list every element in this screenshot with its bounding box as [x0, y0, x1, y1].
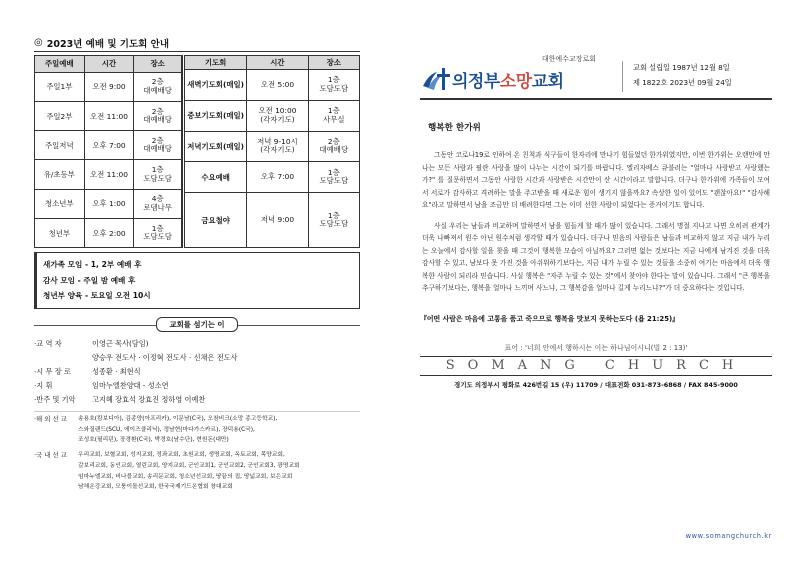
prayer-name: 새벽기도회(매일) [184, 70, 247, 101]
staff-value: 양승우 전도사 · 이정혁 전도사 · 신채은 전도사 [92, 352, 238, 362]
foreign-missions [34, 414, 360, 446]
domestic-missions [34, 450, 360, 493]
prayer-time: 오전 10:00 (각자기도) [247, 100, 308, 131]
worship-table [34, 55, 182, 248]
prayer-place: 2층 대예배당 [308, 131, 359, 162]
article-body [420, 149, 772, 295]
table-row [35, 218, 182, 247]
missions-list [34, 411, 360, 493]
table-row [35, 131, 182, 160]
service-place: 2층 대예배당 [134, 101, 182, 130]
table-row [35, 189, 182, 218]
service-name: 청년부 [35, 218, 85, 247]
prayer-place: 1층 사무실 [308, 100, 359, 131]
table-row [184, 100, 360, 131]
service-name: 청소년부 [35, 189, 85, 218]
prayer-time: 오후 7:00 [247, 162, 308, 193]
mission-line: 조성호(필리핀), 장경환(C국), 박경호(남수단), 현원돈(대만) [78, 437, 229, 444]
list-item [34, 393, 360, 407]
staff-value: 성종환 · 최현식 [92, 366, 141, 376]
mission-line: 우리교회, 보혈교회, 성지교회, 정좌교회, 초원교회, 생명교회, 옥토교회, 목양교회, [78, 452, 285, 459]
mission-line: 임마누엘교회, 비나블교회, 송리문교회, 청소년선교회, 땅끝의 집, 땅넓교회, 보은교회 [78, 473, 293, 480]
left-column [34, 34, 360, 493]
table-row [184, 162, 360, 193]
table-header: 주일예배 [35, 56, 85, 73]
church-logo [420, 54, 616, 92]
table-row [35, 160, 182, 189]
staff-value: 이영근 목사(담임) [92, 338, 149, 348]
article-paragraph: 사실 우리는 남들과 비교하며 말하면서 남을 힘들게 할 때가 많이 있습니다. 그래서 명절 지나고 나면 오히려 관계가 더욱 나빠져서 원수 아닌 원수처럼 생각할 때가 있습니다. 더구나 믿음의 사람들은 남들과 비교하지 않고 지금 내가 누리는 오늘에서 감사할 일을 찾을 때 그것이 행복한 모습이 아닐까요? 그러면 없는 것보다는 지금 나에게 남겨진 것을 더욱 감사할 수 있고, 남보다 못 가진 것을 아쉬워하기보다는, 지금 내가 누릴 수 있는 것들을 소중히 여기는 마음에서 더욱 행복한 사람이 되리라 믿습니다. 사실 행복은 "자주 누릴 수 있는 것"에서 찾아야 한다는 말이 있습니다. 그래서 "큰 행복을 추구하기보다는, 행복을 얼마나 느끼며 사느냐, 그 행복감을 얼마나 길게 누리느냐?"가 더 중요하다는 것입니다. [422, 221, 770, 293]
table-header: 장소 [308, 56, 359, 70]
staff-label [34, 351, 92, 365]
staff-heading [34, 317, 360, 333]
mission-line: 송용호(캄보디아), 김종양(아프리카), 이문남(C국), 오참비크(소망 종고등학교), [78, 416, 278, 423]
table-header-row [35, 56, 182, 73]
service-time: 오전 11:00 [84, 160, 134, 189]
service-place: 4층 로뎀나무 [134, 189, 182, 218]
header-divider [420, 98, 772, 100]
service-time: 오후 2:00 [84, 218, 134, 247]
church-motto: 표어 : '너희 안에서 행하시는 이는 하나님이시니(빌 2 : 13)' [504, 343, 688, 352]
prayer-place: 1층 도담도담 [308, 162, 359, 193]
schedule-tables [34, 55, 360, 248]
meeting-notes [34, 252, 360, 309]
staff-label: ·지 휘 [34, 380, 53, 390]
bulletin-meta [622, 61, 772, 92]
service-name: 주일1부 [35, 72, 85, 101]
service-name: 주일저녁 [35, 131, 85, 160]
service-place: 1층 도담도담 [134, 218, 182, 247]
note-line: 감사 모임 - 주일 밤 예배 후 [43, 275, 136, 285]
prayer-time: 저녁 9:00 [247, 193, 308, 248]
schedule-title: 2023년 예배 및 기도회 안내 [46, 38, 169, 50]
prayer-name: 중보기도회(매일) [184, 100, 247, 131]
prayer-place: 1층 도담도담 [308, 193, 359, 248]
prayer-table [182, 55, 360, 248]
table-row [184, 131, 360, 162]
right-column [420, 34, 772, 389]
table-row [35, 72, 182, 101]
table-header: 시간 [247, 56, 308, 70]
service-place: 1층 도담도담 [134, 160, 182, 189]
scripture-quote: 『어떤 사람은 마음에 고통을 품고 죽으므로 행복을 맛보지 못하는도다 (욥 21:25)』 [420, 314, 680, 323]
mission-line: 갈보리교회, 동인교회, 열린교회, 양지교회, 군인교회1, 군인교회2, 군인교회3, 광명교회 [78, 462, 300, 469]
list-item [34, 337, 360, 351]
table-header: 기도회 [184, 56, 247, 70]
prayer-time: 오전 5:00 [247, 70, 308, 101]
founded-date: 교회 설립일 1987년 12월 8일 [633, 63, 730, 73]
service-place: 2층 대예배당 [134, 131, 182, 160]
mission-line: 남해온강교회, 모퉁이돌선교회, 한국국제기드온협회 창대교회 [78, 484, 233, 491]
staff-list [34, 337, 360, 407]
service-time: 오후 7:00 [84, 131, 134, 160]
bulletin-header [420, 34, 772, 92]
staff-label: ·시 무 장 로 [34, 366, 71, 376]
table-header: 시간 [84, 56, 134, 73]
prayer-name: 수요예배 [184, 162, 247, 193]
article-title: 행복한 한가위 [428, 123, 481, 133]
staff-label: ·반주 및 기악 [34, 395, 76, 404]
table-row [184, 70, 360, 101]
prayer-place: 1층 도담도담 [308, 70, 359, 101]
note-line: 새가족 모임 - 1, 2부 예배 후 [43, 260, 142, 270]
prayer-name: 금요철야 [184, 193, 247, 248]
staff-label: ·교 역 자 [34, 338, 62, 348]
article-paragraph: 그동안 코로나19로 인하여 온 친척과 식구들이 한자리에 만나기 힘들었던 한가위였지만, 이번 한가위는 오랜만에 만나는 모든 사람과 필란 사랑을 많이 나누는 시간이 되기를 바랍니다. 엘리자베스 큐블러는 "얼마나 사랑받고 사랑했는가?" 를 질문하면서 그동안 사랑한 시간과 사랑받은 시간만이 산 시간이라고 말합니다. 더구나 한가위에 가족들이 모여서 서로가 감사하고 격려하는 말을 주고받을 때 새로운 힘이 생기지 않을까요? 속상한 일이 있어도 "괜찮아요!" "감사해요"라고 말하면서 남을 조금만 더 배려한다면 그는 이미 선한 사람이 되었다는 증거이기도 합니다. [422, 151, 770, 210]
service-time: 오전 9:00 [84, 72, 134, 101]
circle-bullet-icon: ◎ [34, 37, 43, 48]
list-item [34, 379, 360, 393]
staff-value: 임마누엘찬양대 - 성소연 [92, 380, 169, 390]
service-place: 2층 대예배당 [134, 72, 182, 101]
prayer-name: 저녁기도회(매일) [184, 131, 247, 162]
issue-info: 제 1822호 2023년 09월 24일 [633, 77, 732, 87]
website-link[interactable]: www.somangchurch.kr [685, 532, 772, 540]
missions-label: ·국 내 선 교 [34, 451, 67, 460]
note-line: 청년부 양육 - 토요일 오전 10시 [43, 291, 151, 301]
table-row [35, 101, 182, 130]
church-logo-icon [420, 66, 452, 92]
church-name: 의정부소망교회 [452, 71, 564, 92]
table-row [184, 193, 360, 248]
staff-value: 고지혜 장효석 장효진 정하영 이예찬 [92, 395, 206, 404]
service-name: 유/초등부 [35, 160, 85, 189]
mission-line: 스와질랜드(SCU, 에이즈클리닉), 정남현(마다가스카르), 장덕용(C국), [78, 426, 255, 433]
denomination: 대한예수교장로회 [541, 55, 596, 63]
service-name: 주일2부 [35, 101, 85, 130]
church-english-name: SOMANG CHURCH [420, 356, 772, 376]
staff-title: 교회를 섬기는 이 [156, 317, 237, 332]
list-item [34, 351, 360, 365]
service-time: 오후 1:00 [84, 189, 134, 218]
list-item [34, 365, 360, 379]
table-header: 장소 [134, 56, 182, 73]
service-time: 오전 11:00 [84, 101, 134, 130]
table-header-row [184, 56, 360, 70]
missions-label: ·해 외 선 교 [34, 415, 67, 424]
prayer-time: 저녁 9-10시 (각자기도) [247, 131, 308, 162]
church-address: 경기도 의정부시 평화로 426번길 15 (우) 11709 / 대표전화 031-873-6868 / FAX 845-9000 [454, 380, 738, 389]
schedule-heading [34, 34, 360, 52]
